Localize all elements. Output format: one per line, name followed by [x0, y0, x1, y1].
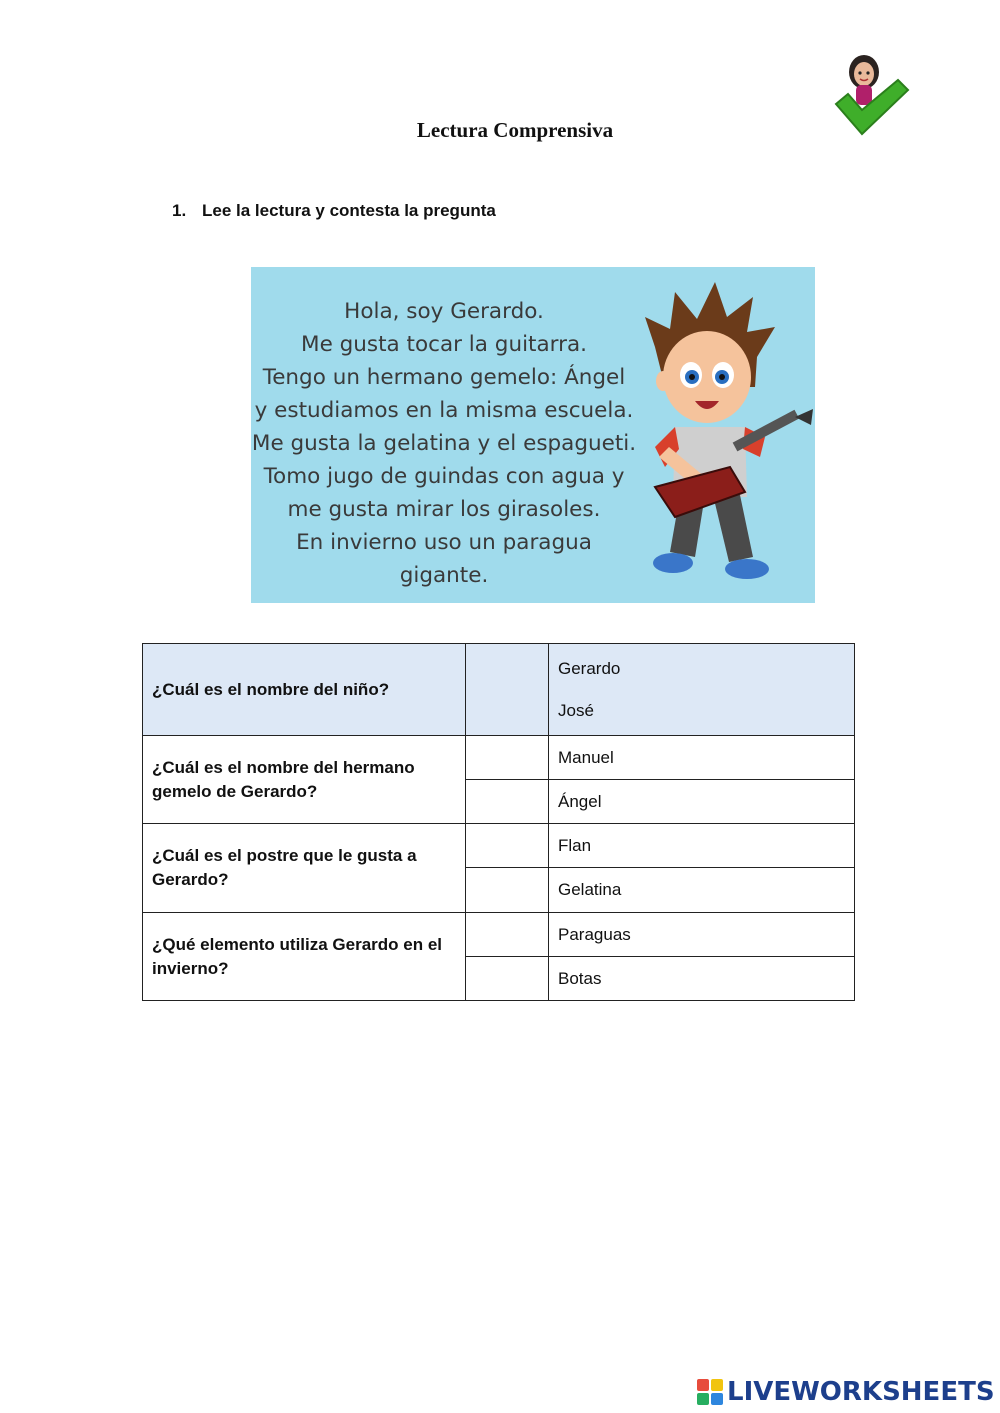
reading-card — [251, 267, 815, 603]
question-cell: ¿Qué elemento utiliza Gerardo en el invierno? — [143, 913, 466, 1001]
liveworksheets-logo-icon — [697, 1379, 723, 1405]
reading-line: gigante. — [399, 563, 489, 588]
option-cell — [549, 644, 855, 736]
answer-box[interactable] — [466, 780, 549, 824]
table-row — [143, 644, 855, 736]
option-botas[interactable]: Botas — [549, 957, 855, 1001]
instruction — [172, 201, 496, 221]
option-paraguas[interactable]: Paraguas — [549, 913, 855, 957]
option-manuel[interactable]: Manuel — [549, 736, 855, 780]
footer-brand[interactable] — [697, 1377, 995, 1407]
answer-box[interactable] — [466, 868, 549, 913]
instruction-number: 1. — [172, 201, 187, 220]
table-row — [143, 736, 855, 780]
reading-line: Tomo jugo de guindas con agua y — [263, 464, 625, 489]
teacher-checkmark-icon — [832, 50, 914, 142]
answer-box[interactable] — [466, 913, 549, 957]
reading-line: En invierno uso un paragua — [296, 530, 592, 555]
brand-name: LIVEWORKSHEETS — [727, 1377, 995, 1407]
quiz-table — [142, 643, 855, 1001]
answer-box[interactable] — [466, 736, 549, 780]
question-cell: ¿Cuál es el nombre del niño? — [143, 644, 466, 736]
reading-line: Me gusta la gelatina y el espagueti. — [251, 431, 637, 456]
question-cell: ¿Cuál es el postre que le gusta a Gerardo? — [143, 824, 466, 913]
option-gerardo[interactable]: Gerardo — [558, 658, 621, 678]
reading-line: y estudiamos en la misma escuela. — [254, 398, 634, 423]
option-angel[interactable]: Ángel — [549, 780, 855, 824]
reading-line: me gusta mirar los girasoles. — [287, 497, 601, 522]
reading-line: Me gusta tocar la guitarra. — [301, 332, 587, 357]
table-row — [143, 824, 855, 868]
reading-line: Hola, soy Gerardo. — [344, 299, 544, 324]
answer-box[interactable] — [466, 644, 549, 736]
reading-text — [251, 295, 637, 592]
question-cell: ¿Cuál es el nombre del hermano gemelo de Gerardo? — [143, 736, 466, 824]
option-jose[interactable]: José — [558, 700, 594, 720]
boy-guitar-illustration — [635, 277, 815, 597]
reading-line: Tengo un hermano gemelo: Ángel — [262, 365, 626, 390]
option-flan[interactable]: Flan — [549, 824, 855, 868]
option-gelatina[interactable]: Gelatina — [549, 868, 855, 913]
page-title: Lectura Comprensiva — [416, 118, 614, 142]
answer-box[interactable] — [466, 957, 549, 1001]
table-row — [143, 913, 855, 957]
instruction-text: Lee la lectura y contesta la pregunta — [202, 201, 496, 220]
answer-box[interactable] — [466, 824, 549, 868]
